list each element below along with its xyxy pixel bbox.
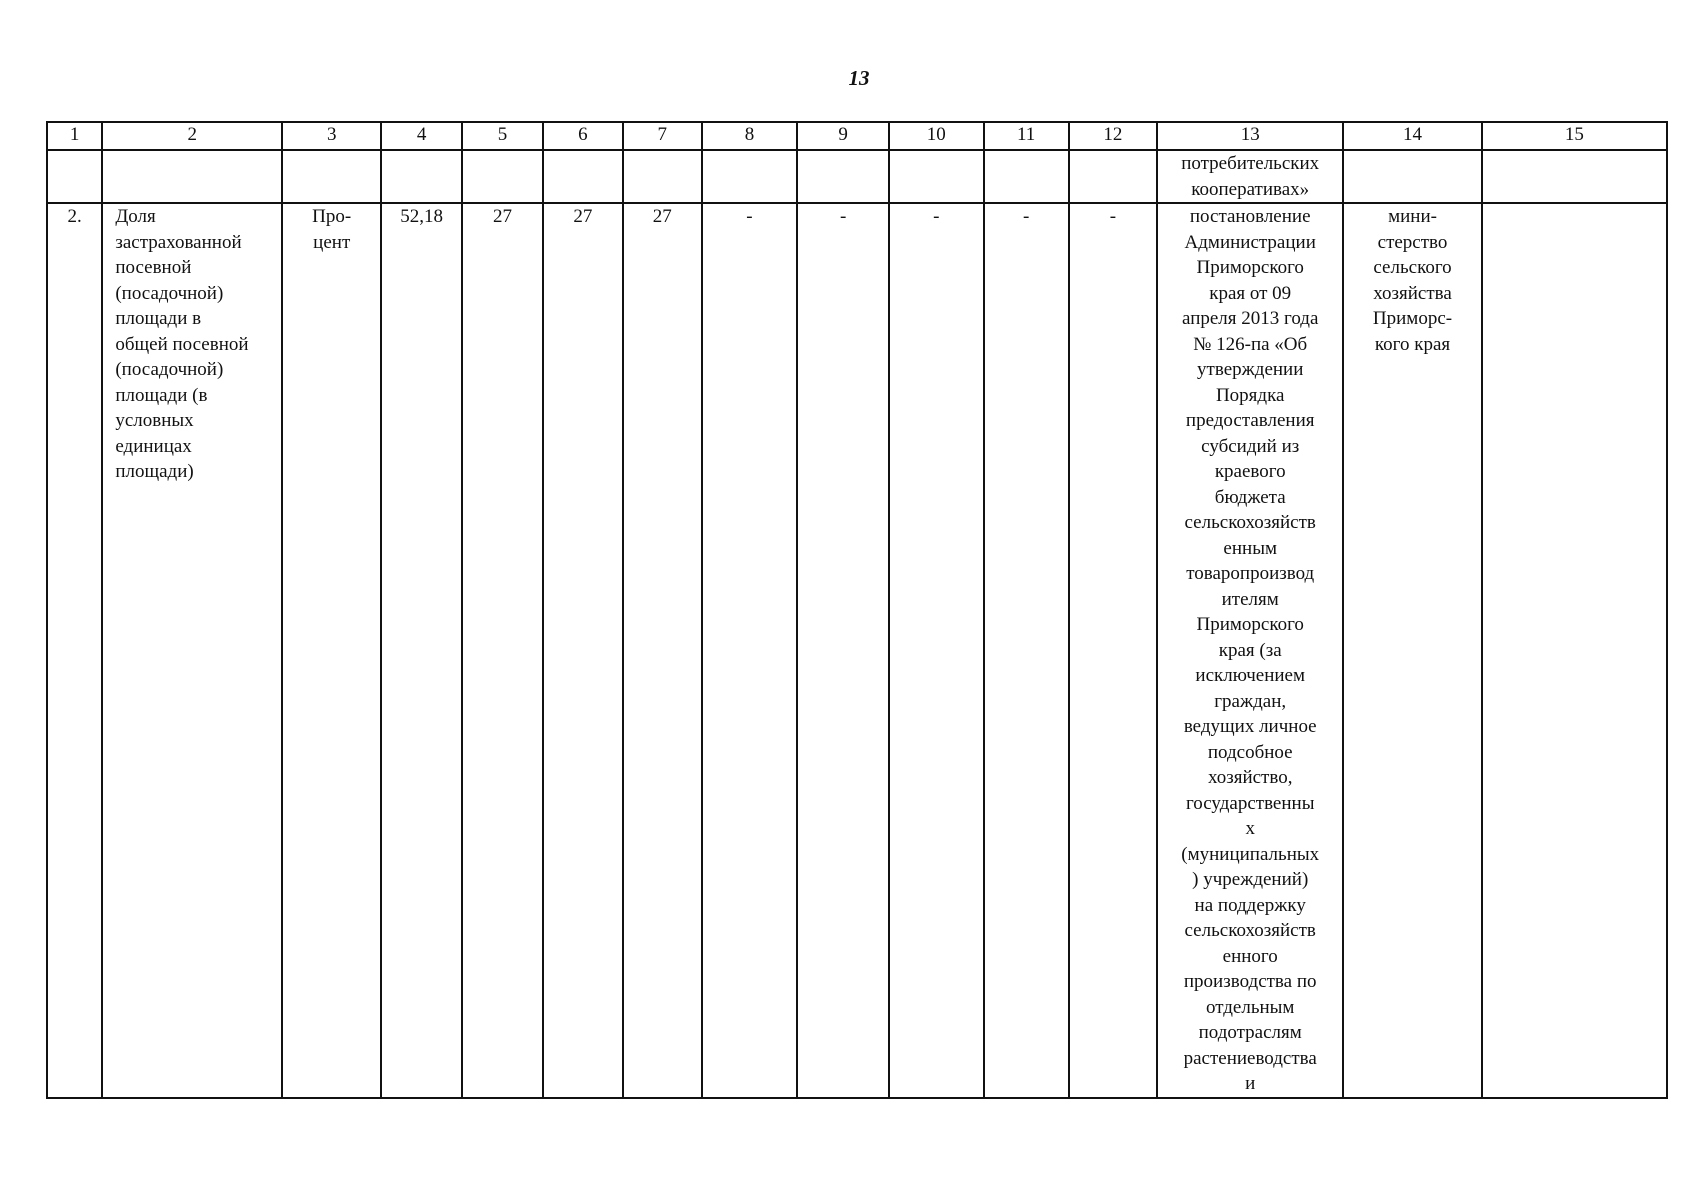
value-col-8: - <box>702 203 798 1098</box>
header-cell: 5 <box>462 122 543 150</box>
table-cell <box>1069 150 1157 203</box>
header-cell: 8 <box>702 122 798 150</box>
legal-basis: постановление Администрации Приморского края от 09 апреля 2013 года № 126-па «Об утверждении Порядка предоставления субсидий из краевого бюджета сельскохозяйств енным товаропроизвод ителям Приморского края (за исключением граждан, ведущих личное подсобное хозяйство, государственны х (муниципальных ) учреждений) на поддержку сельскохозяйств енного производства по отдельным подотраслям растениеводства и <box>1157 203 1343 1098</box>
table-cell <box>889 150 984 203</box>
continuation-row <box>47 150 1667 203</box>
table-cell <box>1482 150 1667 203</box>
header-cell: 14 <box>1343 122 1481 150</box>
table-cell <box>47 150 102 203</box>
value-col-10: - <box>889 203 984 1098</box>
table-cell <box>543 150 623 203</box>
value-col-9: - <box>797 203 889 1098</box>
header-cell: 6 <box>543 122 623 150</box>
table-cell <box>381 150 462 203</box>
table-row <box>47 203 1667 1098</box>
header-cell: 11 <box>984 122 1069 150</box>
value-col-5: 27 <box>462 203 543 1098</box>
indicator-name: Доля застрахованной посевной (посадочной) площади в общей посевной (посадочной) площади (в условных единицах площади) <box>102 203 282 1098</box>
header-cell: 13 <box>1157 122 1343 150</box>
value-col-6: 27 <box>543 203 623 1098</box>
value-col-7: 27 <box>623 203 702 1098</box>
table-cell <box>1482 203 1667 1098</box>
table-cell <box>1343 150 1481 203</box>
table-cell <box>797 150 889 203</box>
column-number-row <box>47 122 1667 150</box>
indicators-table <box>46 121 1668 1099</box>
header-cell: 15 <box>1482 122 1667 150</box>
header-cell: 1 <box>47 122 102 150</box>
row-number: 2. <box>47 203 102 1098</box>
unit-of-measure: Про- цент <box>282 203 381 1098</box>
legal-basis-continuation: потребительских кооперативах» <box>1157 150 1343 203</box>
header-cell: 3 <box>282 122 381 150</box>
table-cell <box>282 150 381 203</box>
header-cell: 4 <box>381 122 462 150</box>
table-cell <box>984 150 1069 203</box>
header-cell: 12 <box>1069 122 1157 150</box>
value-col-11: - <box>984 203 1069 1098</box>
table-cell <box>462 150 543 203</box>
header-cell: 10 <box>889 122 984 150</box>
page-number: 13 <box>848 66 870 90</box>
table-cell <box>702 150 798 203</box>
responsible-body: мини- стерство сельского хозяйства Приморс- кого края <box>1343 203 1481 1098</box>
table-cell <box>623 150 702 203</box>
value-col-4: 52,18 <box>381 203 462 1098</box>
header-cell: 9 <box>797 122 889 150</box>
table-cell <box>102 150 282 203</box>
header-cell: 7 <box>623 122 702 150</box>
value-col-12: - <box>1069 203 1157 1098</box>
header-cell: 2 <box>102 122 282 150</box>
